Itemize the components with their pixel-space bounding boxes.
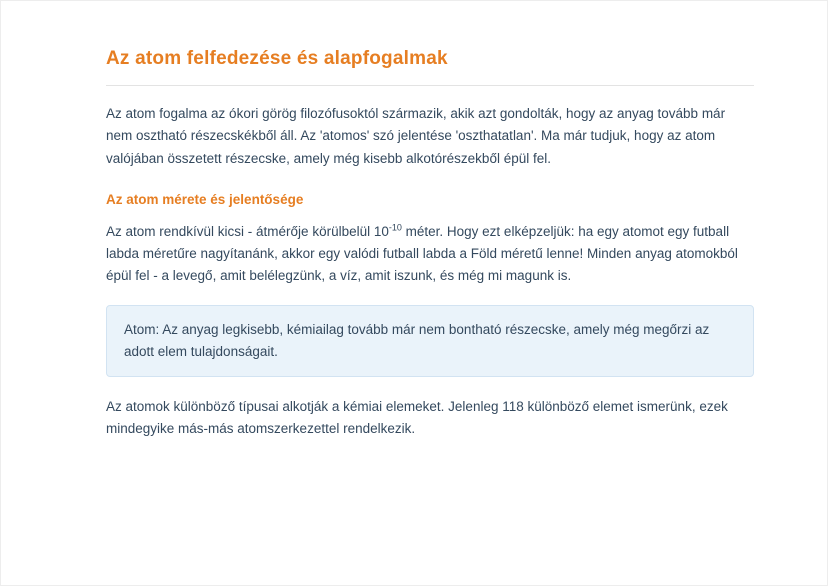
- title-divider: [106, 85, 754, 86]
- section-heading: Az atom mérete és jelentősége: [106, 191, 304, 207]
- definition-box: [106, 305, 754, 378]
- definition-text: Atom: Az anyag legkisebb, kémiailag tovább már nem bontható részecske, amely még megőrzi az adott elem tulajdonságait.: [124, 321, 710, 359]
- size-paragraph: [106, 221, 754, 288]
- size-paragraph-text-after: méter. Hogy ezt elképzeljük: ha egy atomot egy futball labda méretűre nagyítanánk, akkor egy valódi futball labda a Föld méretű lenne! Minden anyag atomokból épül fel - a levegő, amit belélegzünk, a víz, amit iszunk, és még mi magunk is.: [106, 223, 738, 284]
- intro-paragraph: Az atom fogalma az ókori görög filozófusoktól származik, akik azt gondolták, hogy az anyag tovább már nem osztható részecskékből áll. Az 'atomos' szó jelentése 'oszthatatlan'. Ma már tudjuk, hogy az atom valójában összetett részecske, amely még kisebb alkotórészekből épül fel.: [106, 106, 726, 166]
- page-title: Az atom felfedezése és alapfogalmak: [106, 48, 448, 69]
- exponent-text: -10: [388, 222, 402, 233]
- closing-paragraph: Az atomok különböző típusai alkotják a kémiai elemeket. Jelenleg 118 különböző elemet ismerünk, ezek mindegyike más-más atomszerkezettel rendelkezik.: [106, 399, 728, 437]
- article-content: [1, 1, 754, 441]
- size-paragraph-text-before: Az atom rendkívül kicsi - átmérője körülbelül 10: [106, 223, 389, 239]
